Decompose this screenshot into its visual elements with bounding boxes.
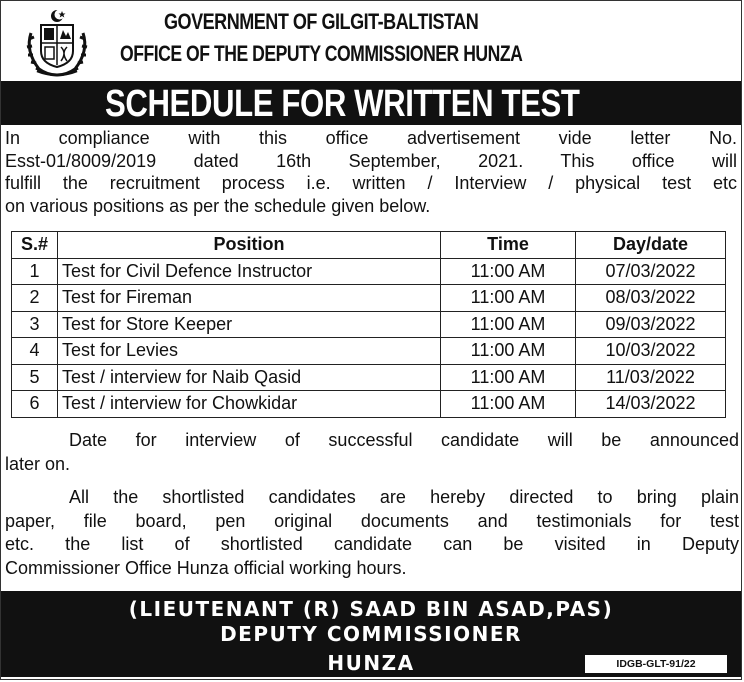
table-row xyxy=(12,285,726,312)
cell-time: 11:00 AM xyxy=(441,391,576,418)
table-header-row xyxy=(12,232,726,259)
table-row xyxy=(12,364,726,391)
col-header-serial: S.# xyxy=(12,232,58,259)
signatory-name: (LIEUTENANT (R) SAAD BIN ASAD,PAS) xyxy=(128,597,614,621)
cell-date: 07/03/2022 xyxy=(576,258,726,285)
cell-position: Test for Civil Defence Instructor xyxy=(58,258,441,285)
reference-code: IDGB-GLT-91/22 xyxy=(585,655,727,673)
cell-serial: 4 xyxy=(12,338,58,365)
col-header-date: Day/date xyxy=(576,232,726,259)
instructions-note xyxy=(5,486,739,580)
cell-position: Test / interview for Chowkidar xyxy=(58,391,441,418)
intro-line: Esst-01/8009/2019 dated 16th September, 2021. This office will xyxy=(5,150,737,171)
signatory-designation: DEPUTY COMMISSIONER xyxy=(220,622,522,646)
cell-date: 11/03/2022 xyxy=(576,364,726,391)
table-row xyxy=(12,258,726,285)
table-row xyxy=(12,391,726,418)
signatory-place: HUNZA xyxy=(327,651,415,675)
interview-note xyxy=(5,429,739,476)
intro-line: In compliance with this office advertisement vide letter No. xyxy=(5,128,737,148)
cell-date: 10/03/2022 xyxy=(576,338,726,365)
cell-time: 11:00 AM xyxy=(441,258,576,285)
cell-time: 11:00 AM xyxy=(441,285,576,312)
office-title: OFFICE OF THE DEPUTY COMMISSIONER HUNZA xyxy=(120,41,523,66)
cell-time: 11:00 AM xyxy=(441,338,576,365)
cell-serial: 3 xyxy=(12,311,58,338)
cell-serial: 2 xyxy=(12,285,58,312)
cell-time: 11:00 AM xyxy=(441,311,576,338)
note-line: Date for interview of successful candidate will be announced xyxy=(69,430,739,450)
col-header-position: Position xyxy=(58,232,441,259)
cell-position: Test for Levies xyxy=(58,338,441,365)
cell-position: Test for Fireman xyxy=(58,285,441,312)
table-row xyxy=(12,338,726,365)
page-title: SCHEDULE FOR WRITTEN TEST xyxy=(105,83,580,125)
intro-line: fulfill the recruitment process i.e. written / Interview / physical test etc xyxy=(5,173,737,193)
cell-date: 08/03/2022 xyxy=(576,285,726,312)
cell-serial: 6 xyxy=(12,391,58,418)
cell-date: 09/03/2022 xyxy=(576,311,726,338)
cell-position: Test for Store Keeper xyxy=(58,311,441,338)
intro-paragraph xyxy=(5,127,737,217)
government-emblem-icon xyxy=(17,7,97,79)
cell-serial: 5 xyxy=(12,364,58,391)
cell-serial: 1 xyxy=(12,258,58,285)
government-title: GOVERNMENT OF GILGIT-BALTISTAN xyxy=(164,9,479,34)
table-row xyxy=(12,311,726,338)
note-line: All the shortlisted candidates are hereby directed to bring plain xyxy=(69,487,739,507)
note-line: Commissioner Office Hunza official working hours. xyxy=(5,557,407,578)
note-line: etc. the list of shortlisted candidate can be visited in Deputy xyxy=(5,534,739,554)
cell-time: 11:00 AM xyxy=(441,364,576,391)
header xyxy=(1,1,743,81)
cell-date: 14/03/2022 xyxy=(576,391,726,418)
col-header-time: Time xyxy=(441,232,576,259)
cell-position: Test / interview for Naib Qasid xyxy=(58,364,441,391)
schedule-table xyxy=(11,231,726,418)
note-line: later on. xyxy=(5,453,71,474)
intro-line: on various positions as per the schedule given below. xyxy=(5,195,431,216)
note-line: paper, file board, pen original documents and testimonials for test xyxy=(5,510,739,531)
